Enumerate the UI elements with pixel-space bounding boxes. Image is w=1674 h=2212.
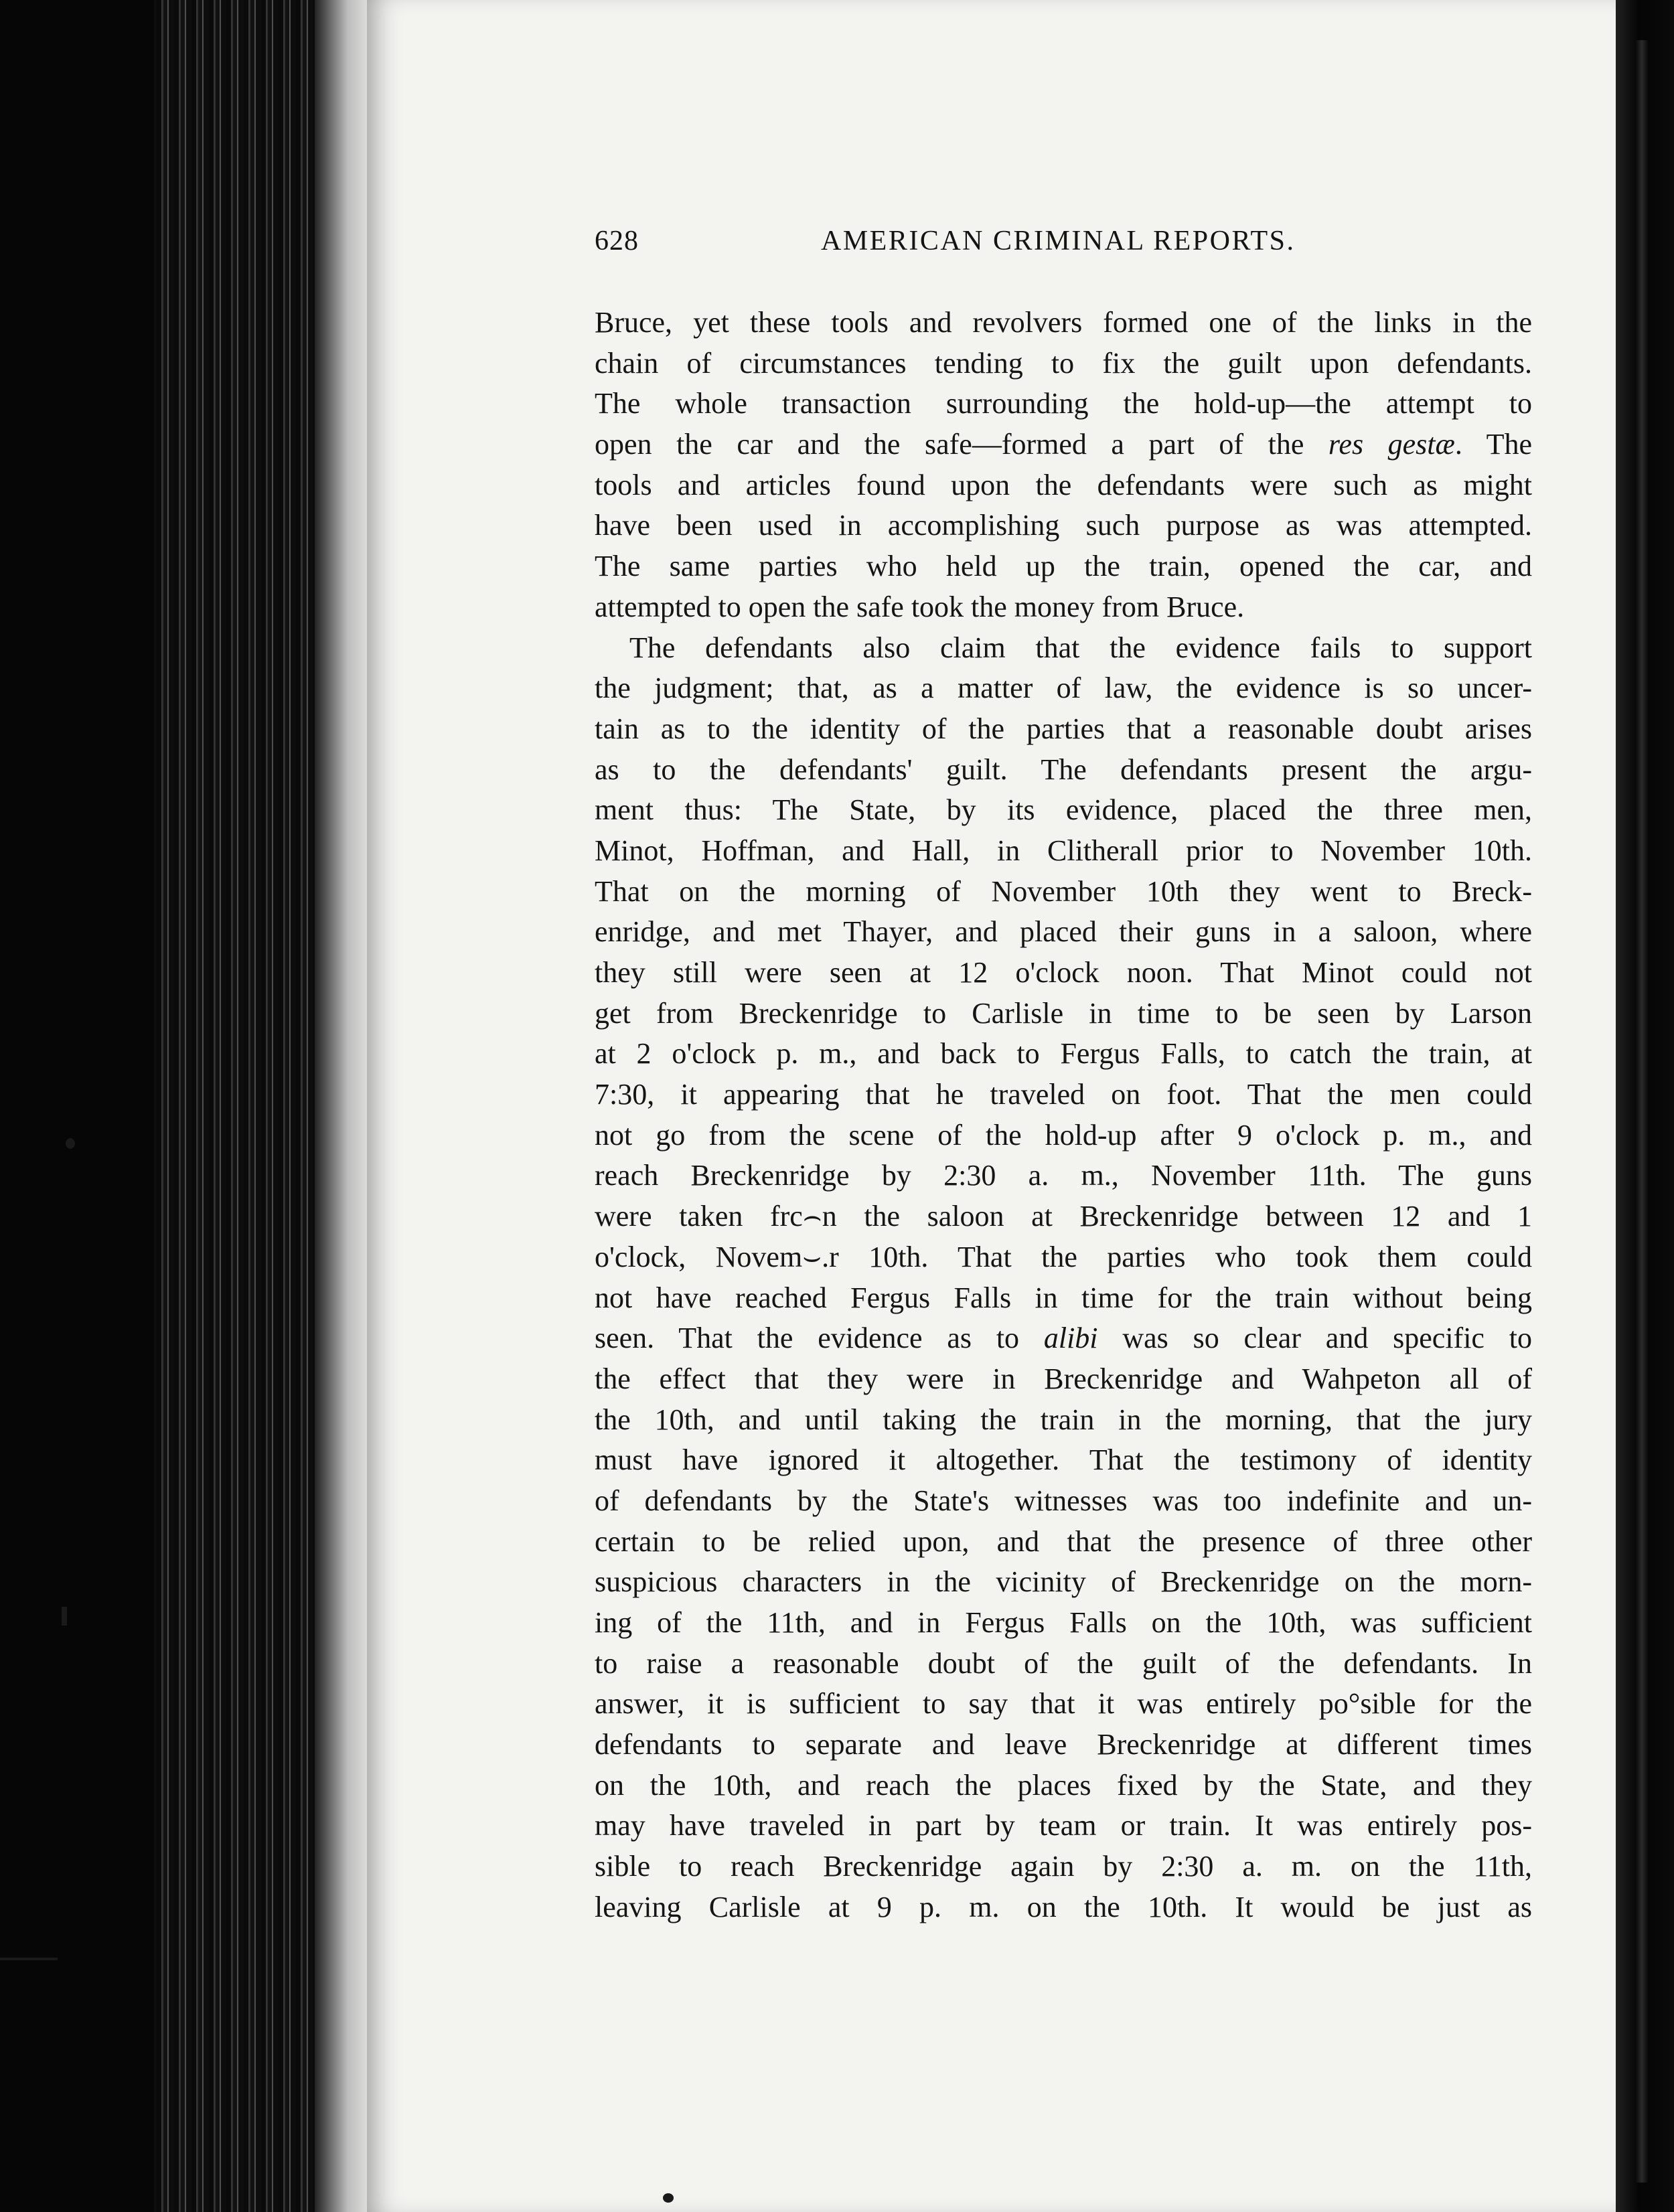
text-line: 7:30, it appearing that he traveled on foot. That the men could [595,1078,1532,1111]
text-line: they still were seen at 12 o'clock noon. That Minot could not [595,956,1532,989]
text-line: the judgment; that, as a matter of law, the evidence is so uncer- [595,672,1532,705]
text-line: the 10th, and until taking the train in the morning, that the jury [595,1403,1532,1436]
text-line: on the 10th, and reach the places fixed by the State, and they [595,1768,1532,1802]
text-line: ment thus: The State, by its evidence, placed the three men, [595,793,1532,827]
text-line: defendants to separate and leave Breckenridge at different times [595,1728,1532,1761]
text-line: seen. That the evidence as to alibi was so clear and specific to [595,1322,1532,1355]
right-page-edge [1616,0,1674,2212]
book-binding-edge [0,0,375,2212]
text-line: sible to reach Breckenridge again by 2:30 a. m. on the 11th, [595,1850,1532,1883]
text-line: reach Breckenridge by 2:30 a. m., November 11th. The guns [595,1159,1532,1192]
text-line: have been used in accomplishing such purpose as was attempted. [595,509,1532,542]
text-line: enridge, and met Thayer, and placed their guns in a saloon, where [595,915,1532,949]
italic-term: alibi [1043,1322,1098,1355]
scan-speck [62,1607,67,1626]
text-line: Minot, Hoffman, and Hall, in Clitherall prior to November 10th. [595,834,1532,867]
page-number: 628 [595,226,639,256]
text-line: not go from the scene of the hold-up after 9 o'clock p. m., and [595,1118,1532,1152]
text-line: to raise a reasonable doubt of the guilt of the defendants. In [595,1646,1532,1680]
text-line: not have reached Fergus Falls in time for the train without being [595,1281,1532,1314]
text-line: attempted to open the safe took the money from Bruce. [595,590,1245,623]
text-line: That on the morning of November 10th they went to Breck- [595,874,1532,908]
text-line: get from Breckenridge to Carlisle in time to be seen by Larson [595,996,1532,1030]
text-line: The defendants also claim that the evidence fails to support [629,631,1532,664]
text-line: of defendants by the State's witnesses was too indefinite and un- [595,1484,1532,1517]
body-text [595,303,1532,1928]
scan-speck [66,1138,75,1149]
text-line: The whole transaction surrounding the hold-up—the attempt to [595,387,1532,420]
text-line: as to the defendants' guilt. The defendants present the argu- [595,753,1532,786]
text-line: suspicious characters in the vicinity of Breckenridge on the morn- [595,1565,1532,1599]
text-line: leaving Carlisle at 9 p. m. on the 10th. It would be just as [595,1890,1532,1923]
text-line: ing of the 11th, and in Fergus Falls on the 10th, was sufficient [595,1606,1532,1639]
scan-speck [663,2193,674,2203]
text-line: the effect that they were in Breckenridge and Wahpeton all of [595,1362,1532,1395]
scan-speck [0,1958,58,1960]
text-line: tain as to the identity of the parties that a reasonable doubt arises [595,712,1532,745]
text-line: at 2 o'clock p. m., and back to Fergus Falls, to catch the train, at [595,1037,1532,1071]
text-line: answer, it is sufficient to say that it was entirely po°sible for the [595,1687,1532,1721]
text-line: Bruce, yet these tools and revolvers formed one of the links in the [595,306,1532,339]
text-line: chain of circumstances tending to fix the guilt upon defendants. [595,346,1532,380]
text-line: were taken frc⌢n the saloon at Breckenridge between 12 and 1 [595,1200,1532,1233]
running-title: AMERICAN CRIMINAL REPORTS. [821,226,1296,256]
italic-term: res gestæ [1328,428,1455,461]
text-line: open the car and the safe—formed a part of the res gestæ. The [595,428,1532,461]
text-line: must have ignored it altogether. That the testimony of identity [595,1443,1532,1477]
page-header [595,225,1339,265]
text-line: certain to be relied upon, and that the presence of three other [595,1524,1532,1558]
text-line: The same parties who held up the train, opened the car, and [595,550,1532,583]
text-line: tools and articles found upon the defendants were such as might [595,468,1532,501]
text-line: o'clock, Novem⌣.r 10th. That the parties who took them could [595,1240,1532,1273]
text-line: may have traveled in part by team or train. It was entirely pos- [595,1809,1532,1842]
